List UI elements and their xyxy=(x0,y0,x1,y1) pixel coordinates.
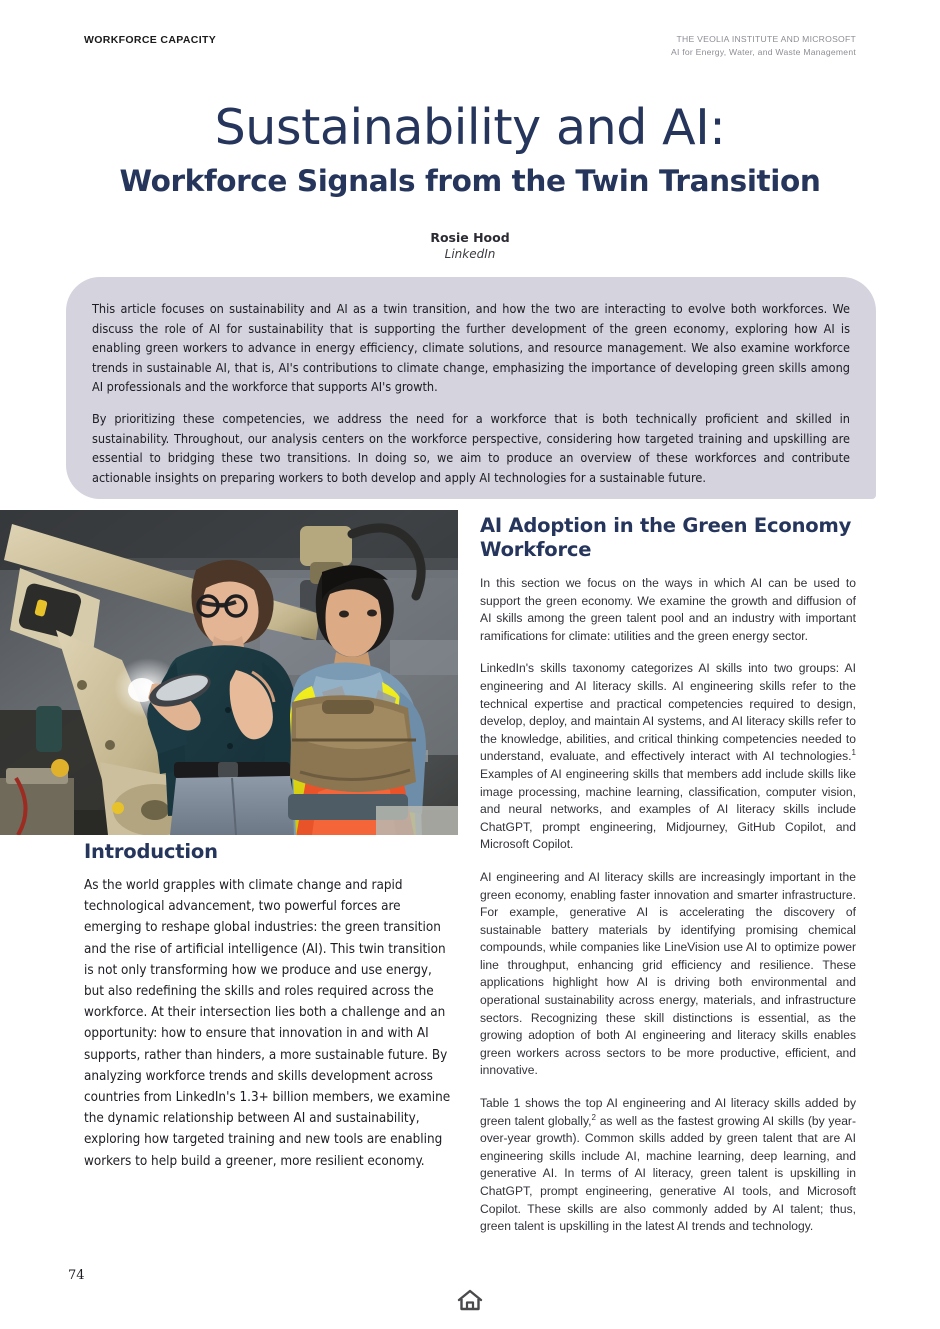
page-title: Sustainability and AI: xyxy=(214,99,726,156)
page-number: 74 xyxy=(68,1268,85,1283)
ai-adoption-paragraph-3: AI engineering and AI literacy skills are increasingly important in the green economy, enabling faster innovation and smarter infrastructure. For example, generative AI is accelerating the discovery of sustainable battery materials by identifying promising chemical compounds, while companies like LineVision use AI to optimize power line throughput, enhancing grid efficiency and resilience. These applications highlight how AI is driving both environmental and operational sustainability across energy, materials, and infrastructure sectors. Recognizing these skill distinctions is essential, as the growing adoption of both AI engineering and literacy skills enables green workers across sectors to be more productive, efficient, and innovative. xyxy=(480,869,856,1078)
author-affiliation: LinkedIn xyxy=(444,247,496,261)
abstract-paragraph-2: By prioritizing these competencies, we address the need for a workforce that is both technically proficient and skilled in sustainability. Throughout, our analysis centers on the workforce perspective, considering how targeted training and upskilling are essential to bridging these two transitions. In doing so, we aim to produce an overview of these workforces and contribute actionable insights on preparing workers to both develop and apply AI technologies for a sustainable future. xyxy=(92,410,850,485)
home-icon[interactable] xyxy=(457,1288,483,1312)
running-head-institute: THE VEOLIA INSTITUTE AND MICROSOFT xyxy=(676,34,856,44)
paragraph-2-text-b: Examples of AI engineering skills that members add include skills like image processing, machine learning, classification, computer vision, and neural networks, and examples of AI literacy skills include ChatGPT, prompt engineering, Midjourney, GitHub Copilot, and Microsoft Copilot. xyxy=(480,766,856,852)
ai-adoption-paragraph-2 xyxy=(480,660,856,854)
footnote-marker-2: 2 xyxy=(591,1112,596,1122)
ai-adoption-paragraph-1: In this section we focus on the ways in which AI can be used to support the green economy. We examine the growth and diffusion of AI skills among the green talent pool and an industry with important ramifications for climate: utilities and the green energy sector. xyxy=(480,576,856,643)
right-column xyxy=(480,514,856,1236)
left-column xyxy=(84,840,452,1184)
running-head-left: WORKFORCE CAPACITY xyxy=(84,34,217,46)
introduction-paragraph-1: As the world grapples with climate change and rapid technological advancement, two powerful forces are emerging to reshape global industries: the green transition and the rise of artificial intelligence (AI). This twin transition is not only transforming how we produce and use energy, but also redefining the skills and roles required across the workforce. At their intersection lies both a challenge and an opportunity: how to ensure that innovation in and with AI supports, rather than hinders, a more sustainable future. By analyzing workforce trends and skills development across countries from LinkedIn's 1.3+ billion members, we examine the dynamic relationship between AI and sustainability, exploring how targeted training and new tools are enabling workers to help build a greener, more resilient economy. xyxy=(84,878,451,1169)
running-head-right xyxy=(671,33,856,58)
ai-adoption-paragraph-4 xyxy=(480,1095,856,1236)
page-subtitle: Workforce Signals from the Twin Transition xyxy=(119,164,821,198)
paragraph-4-text-a: Table 1 shows the top AI engineering and AI literacy skills added by green talent globally, xyxy=(480,1096,856,1128)
article-photo xyxy=(0,510,458,835)
author-name: Rosie Hood xyxy=(430,230,510,245)
abstract-box xyxy=(66,277,876,499)
introduction-heading: Introduction xyxy=(84,840,218,863)
ai-adoption-heading: AI Adoption in the Green Economy Workforce xyxy=(480,514,852,561)
paragraph-4-text-b: as well as the fastest growing AI skills (by year-over-year growth). Common skills added by green talent that are AI engineering skills include AI, machine learning, deep learning, and generative AI. In terms of AI literacy, green talent is upskilling in ChatGPT, prompt engineering, generative AI tools, and Microsoft Copilot. These skills are also commonly added by AI talent; thus, green talent is upskilling in the latest AI trends and technology. xyxy=(480,1113,856,1234)
footnote-marker-1: 1 xyxy=(851,748,856,758)
abstract-paragraph-1: This article focuses on sustainability and AI as a twin transition, and how the two are interacting to evolve both workforces. We discuss the role of AI for sustainability that is supporting the further development of the green economy, exploring how AI is enabling green workers to advance in energy efficiency, climate solutions, and resource management. We also examine workforce trends in sustainable AI, that is, AI's contributions to climate change, emphasizing the importance of developing green skills among AI professionals and the workforce that supports AI's growth. xyxy=(92,301,850,395)
paragraph-2-text-a: LinkedIn's skills taxonomy categorizes AI skills into two groups: AI engineering and AI literacy skills. AI engineering skills refer to the technical expertise and practical competencies required to design, develop, deploy, and maintain AI systems, and AI literacy skills refer to the knowledge, abilities, and critical thinking competencies needed to understand, evaluate, and effectively interact with AI technologies. xyxy=(480,661,856,764)
running-head-subtitle: AI for Energy, Water, and Waste Management xyxy=(670,46,856,57)
